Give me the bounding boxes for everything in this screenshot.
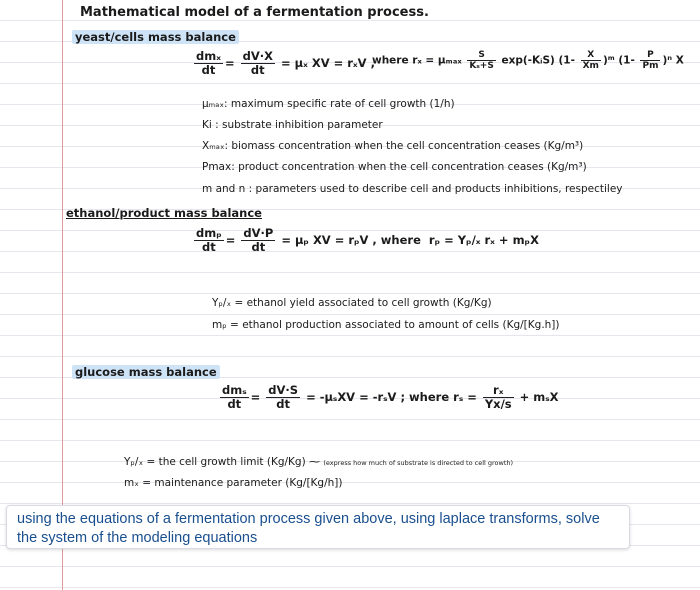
yeast-mass-balance-equation: $\frac{\text{dmₓ}}{dt}$ = $\frac{dV\cdot X}{dt}$ = μₓ XV = rₓV ,: [196, 49, 375, 77]
yeast-lhs-den: dt: [201, 63, 216, 77]
yeast-rate-equation: [372, 50, 684, 71]
glucose-rate-fraction: [483, 384, 514, 411]
monod-fraction: [467, 50, 495, 71]
yeast-lhs-num: dmₓ: [196, 49, 221, 63]
ethanol-mid-fraction: [241, 227, 275, 254]
glucose-def-maintenance: mₓ = maintenance parameter (Kg/[Kg/h]): [124, 477, 343, 489]
pm-fraction: [640, 50, 660, 71]
rate-tail-1: exp(-KᵢS) (1-: [501, 54, 579, 67]
yeast-rate-lhs: rₓ = μₘₐₓ: [412, 54, 462, 67]
ethanol-def-production: mₚ = ethanol production associated to amount of cells (Kg/[Kg.h]): [212, 319, 560, 331]
glucose-mid-num: dV·S: [268, 383, 299, 397]
yeast-where-label: where: [372, 54, 409, 67]
glucose-tail: + mₛX: [519, 390, 559, 404]
glucose-def-growth-limit: [124, 455, 513, 470]
yeast-heading: [72, 30, 239, 45]
glucose-lhs-fraction: [220, 384, 249, 411]
rate-tail-3: )ⁿ X: [662, 54, 684, 67]
ethanol-lhs-den: dt: [202, 240, 216, 254]
page-title: Mathematical model of a fermentation process.: [80, 5, 429, 20]
glucose-rate-den: Yx/s: [484, 397, 512, 411]
glucose-heading: [72, 365, 220, 380]
notebook-margin-line: [62, 0, 63, 590]
glucose-mid-den: dt: [276, 397, 291, 411]
ethanol-lhs-fraction: [194, 227, 224, 254]
squiggle-arrow-icon: ⁓: [309, 455, 321, 468]
glucose-heading-label: glucose mass balance: [72, 365, 220, 379]
ethanol-rhs: = μₚ XV = rₚV , where: [281, 233, 421, 247]
glucose-mass-balance-equation: $\frac{\text{dmₛ}}{dt}$ = $\frac{dV\cdot S}{dt}$ = -μₛXV = -rₛV ; where rₛ = $\frac{\text{rₓ}}{Yx/s}$ + mₛX: [222, 383, 559, 411]
yeast-def-ki: Ki : substrate inhibition parameter: [202, 119, 383, 131]
ethanol-lhs-num: dmₚ: [196, 226, 222, 240]
ethanol-heading-label: ethanol/product mass balance: [66, 206, 262, 220]
yeast-def-xmax: Xₘₐₓ: biomass concentration when the cell concentration ceases (Kg/m³): [202, 140, 584, 152]
xm-fraction: [581, 50, 601, 71]
ethanol-mid-num: dV·P: [243, 226, 274, 240]
xm-den: Xm: [582, 61, 599, 71]
yeast-lhs-fraction: [194, 50, 223, 77]
monod-num: S: [467, 50, 495, 61]
monod-den: Kₛ+S: [469, 61, 494, 71]
ethanol-rate: rₚ = Yₚ/ₓ rₓ + mₚX: [428, 233, 539, 247]
xm-num: X: [581, 50, 601, 61]
yeast-def-m-n: m and n : parameters used to describe cell and products inhibitions, respectiley: [202, 183, 623, 195]
glucose-lhs-num: dmₛ: [222, 383, 247, 397]
glucose-def-growth-limit-note: (express how much of substrate is directed to cell growth): [323, 459, 514, 467]
glucose-rate-num: rₓ: [483, 384, 514, 398]
ethanol-mid-den: dt: [251, 240, 266, 254]
glucose-def-growth-limit-text: Yₚ/ₓ = the cell growth limit (Kg/Kg): [124, 456, 306, 468]
yeast-heading-label: yeast/cells mass balance: [72, 30, 239, 44]
yeast-rhs: = μₓ XV = rₓV ,: [281, 56, 375, 70]
yeast-def-mumax: μₘₐₓ: maximum specific rate of cell growth (1/h): [202, 98, 455, 110]
ethanol-heading: [66, 206, 262, 221]
glucose-rhs: = -μₛXV = -rₛV ; where rₛ =: [306, 390, 477, 404]
question-box: using the equations of a fermentation process given above, using laplace transforms, solve the system of the modeling equations: [6, 505, 630, 549]
pm-num: P: [640, 50, 660, 61]
ethanol-mass-balance-equation: $\frac{\text{dmₚ}}{dt}$ = $\frac{dV\cdot P}{dt}$ = μₚ XV = rₚV , where rₚ = Yₚ/ₓ rₓ + mₚX: [196, 226, 539, 254]
yeast-def-pmax: Pmax: product concentration when the cell concentration ceases (Kg/m³): [202, 161, 587, 173]
yeast-mid-num: dV·X: [242, 49, 273, 63]
yeast-mid-den: dt: [250, 63, 265, 77]
yeast-mid-fraction: [241, 50, 275, 77]
ethanol-def-yield: Yₚ/ₓ = ethanol yield associated to cell growth (Kg/Kg): [212, 297, 492, 309]
glucose-lhs-den: dt: [227, 397, 242, 411]
pm-den: Pm: [642, 61, 659, 71]
glucose-mid-fraction: [266, 384, 300, 411]
rate-tail-2: )ᵐ (1-: [602, 54, 639, 67]
